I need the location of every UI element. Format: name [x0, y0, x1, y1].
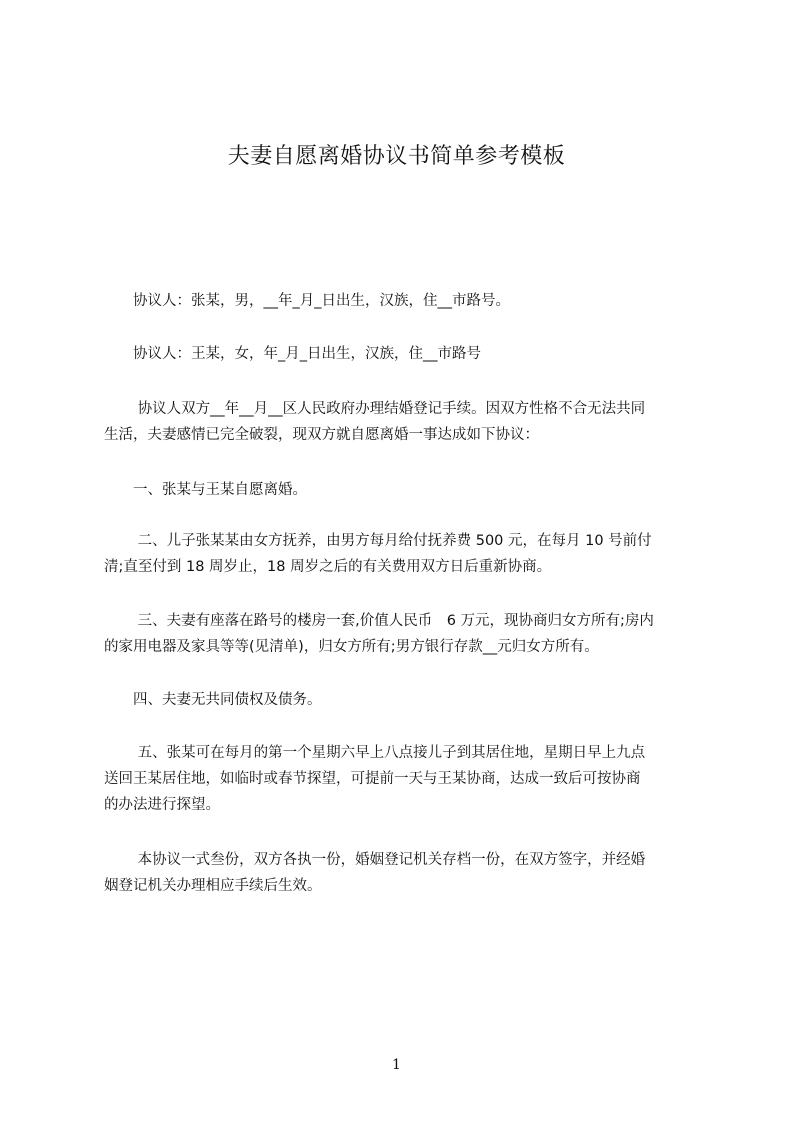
clause-3 [104, 608, 704, 660]
paragraph-line: 送回王某居住地，如临时或春节探望，可提前一天与王某协商，达成一致后可按协商 [104, 771, 641, 787]
paragraph-line: 本协议一式叁份，双方各执一份，婚姻登记机关存档一份，在双方签字，并经婚 [104, 852, 646, 868]
paragraph-line: 的家用电器及家具等等(见清单)，归女方所有;男方银行存款__元归女方所有。 [104, 639, 599, 655]
paragraph-party-b [104, 341, 704, 367]
paragraph-party-a [104, 288, 704, 314]
paragraph-line: 协议人双方__年__月__区人民政府办理结婚登记手续。因双方性格不合无法共同 [104, 401, 646, 417]
clause-4 [104, 687, 704, 713]
paragraph-preamble [104, 396, 704, 448]
paragraph-line: 二、儿子张某某由女方抚养，由男方每月给付抚养费 500 元，在每月 10 号前付 [104, 533, 652, 549]
paragraph-line: 姻登记机关办理相应手续后生效。 [104, 878, 322, 894]
paragraph-line: 协议人：王某，女，年_月_日出生，汉族，住__市路号 [104, 346, 481, 362]
paragraph-line: 生活，夫妻感情已完全破裂，现双方就自愿离婚一事达成如下协议： [104, 427, 539, 443]
paragraph-line: 四、夫妻无共同债权及债务。 [104, 692, 322, 708]
paragraph-line: 五、张某可在每月的第一个星期六早上八点接儿子到其居住地，星期日早上九点 [104, 745, 646, 761]
paragraph-line: 清;直至付到 18 周岁止，18 周岁之后的有关费用双方日后重新协商。 [104, 559, 552, 575]
clause-5 [104, 740, 704, 818]
document-title: 夫妻自愿离婚协议书简单参考模板 [227, 144, 566, 169]
clause-effective [104, 847, 704, 899]
paragraph-line: 协议人：张某，男，__年_月_日出生，汉族，住__市路号。 [104, 293, 510, 309]
clause-2 [104, 528, 704, 580]
page-number: 1 [392, 1057, 401, 1073]
clause-1 [104, 477, 704, 503]
paragraph-line: 一、张某与王某自愿离婚。 [104, 482, 307, 498]
paragraph-line: 的办法进行探望。 [104, 797, 220, 813]
paragraph-line: 三、夫妻有座落在路号的楼房一套,价值人民币 6 万元，现协商归女方所有;房内 [104, 613, 654, 629]
